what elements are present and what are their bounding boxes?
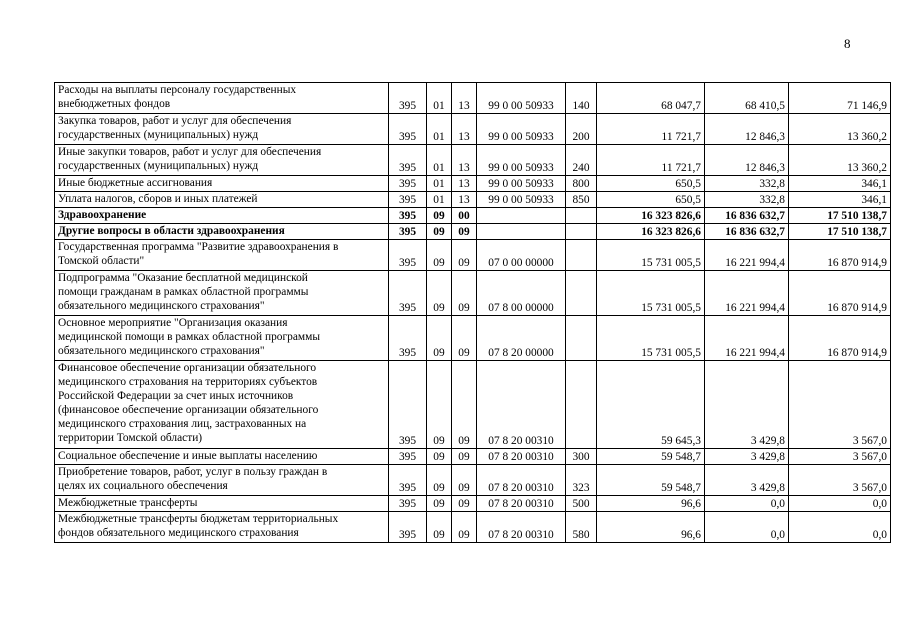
cell-amount-year1: 68 047,7 [597,83,705,114]
cell-org-code: 395 [389,224,427,240]
cell-expense-type: 500 [566,496,597,512]
cell-amount-year2: 0,0 [705,496,789,512]
cell-target-article: 07 8 20 00310 [477,496,566,512]
cell-amount-year2: 16 221 994,4 [705,316,789,361]
table-row [55,449,891,465]
cell-target-article [477,224,566,240]
table-row [55,512,891,543]
cell-subsection: 09 [452,316,477,361]
cell-amount-year2: 0,0 [705,512,789,543]
cell-org-code: 395 [389,361,427,449]
cell-expense-type: 300 [566,449,597,465]
cell-amount-year2: 332,8 [705,176,789,192]
cell-amount-year3: 16 870 914,9 [789,316,891,361]
cell-amount-year3: 16 870 914,9 [789,271,891,316]
cell-expense-type: 850 [566,192,597,208]
cell-amount-year1: 15 731 005,5 [597,316,705,361]
cell-subsection: 09 [452,240,477,271]
cell-subsection: 00 [452,208,477,224]
cell-subsection: 13 [452,176,477,192]
cell-org-code: 395 [389,83,427,114]
cell-section: 09 [427,361,452,449]
cell-amount-year1: 650,5 [597,192,705,208]
cell-org-code: 395 [389,192,427,208]
cell-target-article: 07 8 20 00310 [477,465,566,496]
cell-subsection: 13 [452,114,477,145]
cell-expense-type: 800 [566,176,597,192]
cell-amount-year1: 96,6 [597,496,705,512]
cell-amount-year3: 17 510 138,7 [789,208,891,224]
cell-expense-type: 323 [566,465,597,496]
cell-subsection: 09 [452,465,477,496]
cell-section: 01 [427,114,452,145]
table-row [55,83,891,114]
table-row [55,192,891,208]
cell-target-article: 99 0 00 50933 [477,83,566,114]
cell-amount-year3: 3 567,0 [789,465,891,496]
cell-name: Здравоохранение [55,208,389,224]
cell-section: 09 [427,496,452,512]
table-row [55,465,891,496]
cell-name: Государственная программа "Развитие здравоохранения в Томской области" [55,240,389,271]
cell-subsection: 09 [452,496,477,512]
cell-target-article: 07 8 20 00000 [477,316,566,361]
cell-section: 09 [427,240,452,271]
cell-amount-year3: 13 360,2 [789,145,891,176]
cell-org-code: 395 [389,271,427,316]
cell-amount-year2: 332,8 [705,192,789,208]
cell-name: Другие вопросы в области здравоохранения [55,224,389,240]
cell-expense-type [566,271,597,316]
table-body [55,83,891,543]
cell-expense-type: 200 [566,114,597,145]
cell-target-article: 99 0 00 50933 [477,192,566,208]
cell-subsection: 13 [452,83,477,114]
cell-name: Основное мероприятие "Организация оказания медицинской помощи в рамках областной программы обязательного медицинского страхования" [55,316,389,361]
cell-org-code: 395 [389,449,427,465]
cell-section: 09 [427,465,452,496]
cell-name: Социальное обеспечение и иные выплаты населению [55,449,389,465]
cell-amount-year3: 0,0 [789,512,891,543]
cell-subsection: 09 [452,224,477,240]
table-row [55,224,891,240]
cell-subsection: 09 [452,449,477,465]
cell-subsection: 09 [452,361,477,449]
cell-section: 01 [427,176,452,192]
cell-section: 01 [427,192,452,208]
cell-amount-year3: 13 360,2 [789,114,891,145]
cell-org-code: 395 [389,496,427,512]
table-row [55,145,891,176]
cell-expense-type: 140 [566,83,597,114]
cell-amount-year2: 16 221 994,4 [705,271,789,316]
cell-section: 09 [427,512,452,543]
cell-amount-year1: 16 323 826,6 [597,224,705,240]
cell-amount-year2: 3 429,8 [705,465,789,496]
cell-amount-year2: 12 846,3 [705,145,789,176]
cell-subsection: 09 [452,271,477,316]
cell-amount-year1: 15 731 005,5 [597,240,705,271]
cell-name: Иные бюджетные ассигнования [55,176,389,192]
cell-section: 09 [427,224,452,240]
cell-name: Закупка товаров, работ и услуг для обеспечения государственных (муниципальных) нужд [55,114,389,145]
table-row [55,316,891,361]
cell-amount-year2: 16 836 632,7 [705,208,789,224]
cell-amount-year3: 17 510 138,7 [789,224,891,240]
cell-amount-year3: 0,0 [789,496,891,512]
cell-org-code: 395 [389,240,427,271]
cell-expense-type [566,240,597,271]
cell-expense-type [566,316,597,361]
cell-target-article: 99 0 00 50933 [477,114,566,145]
cell-name: Финансовое обеспечение организации обязательного медицинского страхования на территориях субъектов Российской Федерации за счет иных источников (финансовое обеспечение организации обязательного медицинского страхования лиц, застрахованных на территории Томской области) [55,361,389,449]
cell-org-code: 395 [389,114,427,145]
cell-amount-year1: 16 323 826,6 [597,208,705,224]
cell-expense-type: 240 [566,145,597,176]
cell-amount-year3: 16 870 914,9 [789,240,891,271]
cell-section: 01 [427,145,452,176]
table-row [55,271,891,316]
cell-name: Межбюджетные трансферты бюджетам территориальных фондов обязательного медицинского страхования [55,512,389,543]
table-row [55,361,891,449]
cell-target-article: 07 8 00 00000 [477,271,566,316]
cell-name: Уплата налогов, сборов и иных платежей [55,192,389,208]
cell-amount-year2: 16 221 994,4 [705,240,789,271]
table-row [55,240,891,271]
cell-target-article: 07 8 20 00310 [477,512,566,543]
cell-amount-year2: 3 429,8 [705,449,789,465]
cell-section: 01 [427,83,452,114]
cell-org-code: 395 [389,465,427,496]
cell-amount-year2: 3 429,8 [705,361,789,449]
cell-amount-year1: 59 548,7 [597,449,705,465]
cell-target-article: 07 8 20 00310 [477,361,566,449]
cell-target-article: 07 0 00 00000 [477,240,566,271]
cell-target-article: 99 0 00 50933 [477,145,566,176]
cell-amount-year1: 650,5 [597,176,705,192]
cell-expense-type [566,208,597,224]
cell-org-code: 395 [389,512,427,543]
cell-expense-type: 580 [566,512,597,543]
cell-name: Подпрограмма "Оказание бесплатной медицинской помощи гражданам в рамках областной программы обязательного медицинского страхования" [55,271,389,316]
cell-amount-year1: 11 721,7 [597,145,705,176]
table-row [55,114,891,145]
cell-amount-year3: 3 567,0 [789,361,891,449]
cell-amount-year2: 16 836 632,7 [705,224,789,240]
cell-amount-year3: 346,1 [789,192,891,208]
table-row [55,176,891,192]
cell-target-article [477,208,566,224]
page-number: 8 [844,36,851,51]
cell-target-article: 99 0 00 50933 [477,176,566,192]
cell-amount-year2: 68 410,5 [705,83,789,114]
cell-subsection: 13 [452,145,477,176]
table-row [55,208,891,224]
cell-section: 09 [427,316,452,361]
cell-section: 09 [427,208,452,224]
cell-section: 09 [427,271,452,316]
cell-subsection: 13 [452,192,477,208]
cell-target-article: 07 8 20 00310 [477,449,566,465]
cell-amount-year1: 11 721,7 [597,114,705,145]
cell-name: Расходы на выплаты персоналу государственных внебюджетных фондов [55,83,389,114]
cell-org-code: 395 [389,208,427,224]
table-row [55,496,891,512]
cell-amount-year1: 59 548,7 [597,465,705,496]
budget-table [54,82,891,543]
cell-org-code: 395 [389,145,427,176]
cell-org-code: 395 [389,176,427,192]
cell-amount-year1: 96,6 [597,512,705,543]
cell-section: 09 [427,449,452,465]
cell-amount-year1: 15 731 005,5 [597,271,705,316]
cell-amount-year3: 3 567,0 [789,449,891,465]
cell-amount-year3: 71 146,9 [789,83,891,114]
cell-name: Приобретение товаров, работ, услуг в пользу граждан в целях их социального обеспечения [55,465,389,496]
cell-name: Иные закупки товаров, работ и услуг для обеспечения государственных (муниципальных) нужд [55,145,389,176]
cell-name: Межбюджетные трансферты [55,496,389,512]
cell-subsection: 09 [452,512,477,543]
cell-expense-type [566,361,597,449]
cell-amount-year1: 59 645,3 [597,361,705,449]
cell-org-code: 395 [389,316,427,361]
cell-amount-year2: 12 846,3 [705,114,789,145]
cell-expense-type [566,224,597,240]
cell-amount-year3: 346,1 [789,176,891,192]
